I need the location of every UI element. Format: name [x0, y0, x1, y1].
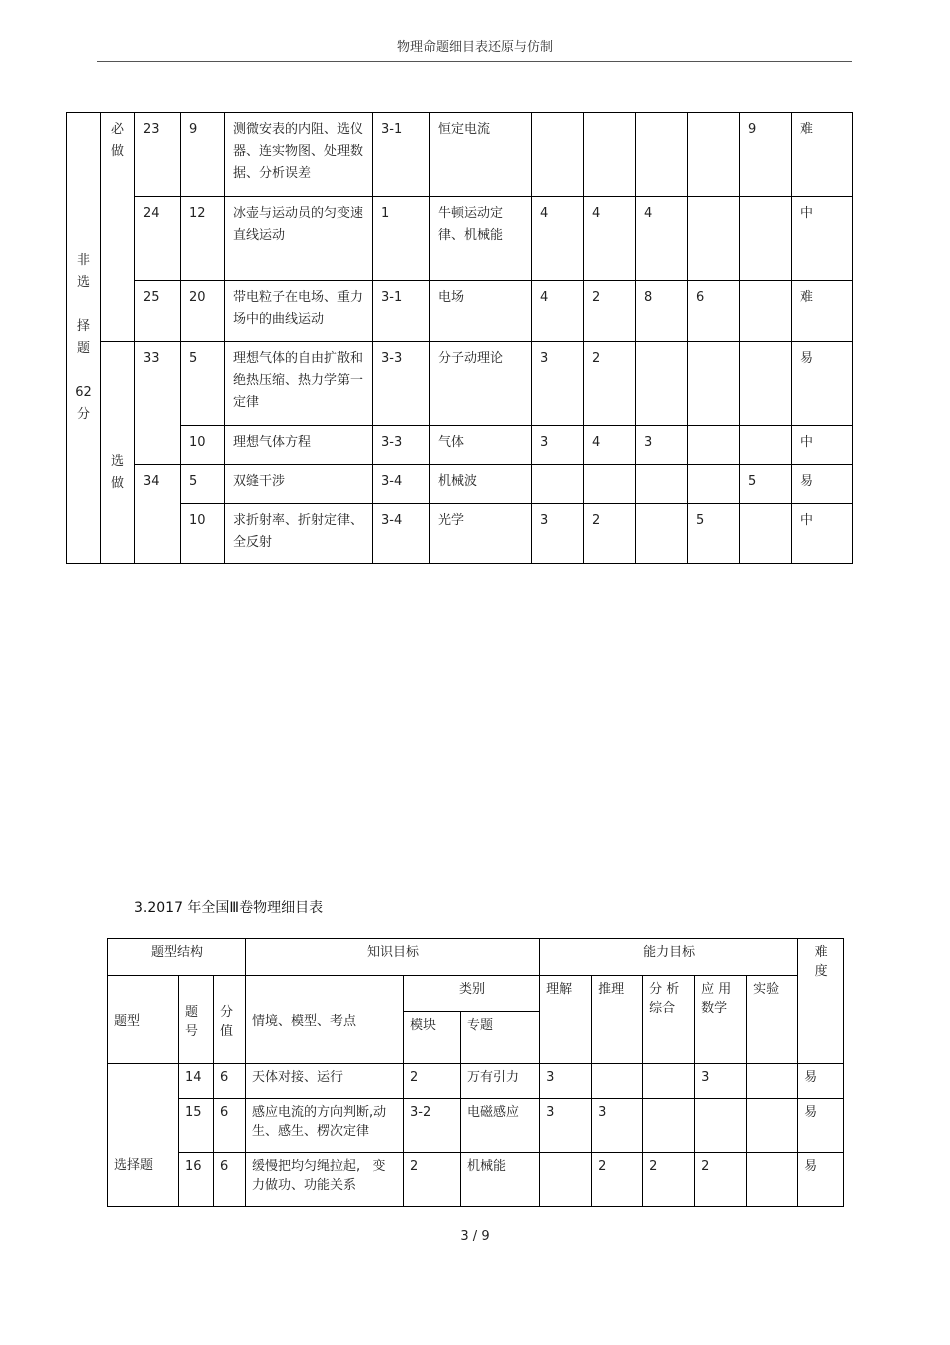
- topic-cell: 电磁感应: [461, 1099, 540, 1153]
- topic-cell: 机械波: [430, 465, 532, 504]
- question-score: 12: [181, 197, 225, 281]
- question-code: 34: [135, 465, 181, 564]
- question-content: 理想气体方程: [225, 426, 373, 465]
- header-type: 题型: [108, 976, 179, 1064]
- question-content: 求折射率、折射定律、全反射: [225, 504, 373, 564]
- module-cell: 3-1: [373, 281, 430, 342]
- ability-cell: 3: [540, 1099, 592, 1153]
- ability-cell: 4: [532, 281, 584, 342]
- ability-cell: 3: [532, 426, 584, 465]
- question-code: 33: [135, 342, 181, 465]
- ability-cell: [532, 113, 584, 197]
- ability-cell: [747, 1153, 798, 1207]
- ability-cell: 2: [584, 281, 636, 342]
- ability-cell: 2: [584, 504, 636, 564]
- module-cell: 3-4: [373, 504, 430, 564]
- ability-cell: [584, 113, 636, 197]
- question-content: 理想气体的自由扩散和绝热压缩、热力学第一定律: [225, 342, 373, 426]
- question-content: 带电粒子在电场、重力场中的曲线运动: [225, 281, 373, 342]
- ability-cell: [643, 1064, 695, 1099]
- ability-cell: 4: [584, 197, 636, 281]
- header-module: 模块: [404, 1012, 461, 1064]
- ability-cell: [688, 342, 740, 426]
- topic-cell: 恒定电流: [430, 113, 532, 197]
- ability-cell: 2: [695, 1153, 747, 1207]
- question-content: 双缝干涉: [225, 465, 373, 504]
- question-content: 冰壶与运动员的匀变速直线运动: [225, 197, 373, 281]
- module-cell: 3-3: [373, 342, 430, 426]
- ability-cell: [740, 504, 792, 564]
- question-number: 16: [179, 1153, 214, 1207]
- header-number: 题 号: [179, 976, 214, 1064]
- difficulty-cell: 易: [798, 1153, 844, 1207]
- question-code: 24: [135, 197, 181, 281]
- page-header-title: 物理命题细目表还原与仿制: [396, 40, 553, 55]
- group-optional: 选 做: [101, 342, 135, 564]
- header-math: 应 用 数学: [695, 976, 747, 1064]
- ability-cell: 2: [643, 1153, 695, 1207]
- context-cell: 感应电流的方向判断,动生、感生、楞次定律: [246, 1099, 404, 1153]
- ability-cell: [740, 342, 792, 426]
- module-cell: 3-1: [373, 113, 430, 197]
- difficulty-cell: 中: [792, 426, 853, 465]
- difficulty-cell: 易: [798, 1099, 844, 1153]
- header-understanding: 理解: [540, 976, 592, 1064]
- question-points: 6: [214, 1099, 246, 1153]
- module-cell: 2: [404, 1064, 461, 1099]
- ability-cell: [740, 197, 792, 281]
- ability-cell: [636, 342, 688, 426]
- question-score: 5: [181, 465, 225, 504]
- question-score: 9: [181, 113, 225, 197]
- table-row: [67, 426, 853, 465]
- ability-cell: [636, 504, 688, 564]
- section-heading: 3.2017 年全国Ⅲ卷物理细目表: [134, 900, 324, 916]
- topic-cell: 机械能: [461, 1153, 540, 1207]
- ability-cell: 3: [695, 1064, 747, 1099]
- header-row: [108, 976, 844, 1012]
- difficulty-cell: 易: [798, 1064, 844, 1099]
- ability-cell: [584, 465, 636, 504]
- ability-cell: 4: [532, 197, 584, 281]
- table-row: [67, 197, 853, 281]
- question-score: 10: [181, 504, 225, 564]
- header-reasoning: 推理: [592, 976, 643, 1064]
- ability-cell: 5: [740, 465, 792, 504]
- ability-cell: 2: [592, 1153, 643, 1207]
- difficulty-cell: 难: [792, 281, 853, 342]
- ability-cell: 3: [532, 342, 584, 426]
- ability-cell: [688, 113, 740, 197]
- type-label: 选择题: [108, 1064, 179, 1207]
- difficulty-cell: 难: [792, 113, 853, 197]
- header-points: 分 值: [214, 976, 246, 1064]
- detail-table-2017-iii: [107, 938, 844, 1207]
- ability-cell: 5: [688, 504, 740, 564]
- ability-cell: 9: [740, 113, 792, 197]
- table-row: [108, 1064, 844, 1099]
- header-context: 情境、模型、考点: [246, 976, 404, 1064]
- question-content: 测微安表的内阻、选仪器、连实物图、处理数据、分析误差: [225, 113, 373, 197]
- table-row: [108, 1153, 844, 1207]
- module-cell: 3-3: [373, 426, 430, 465]
- question-number: 14: [179, 1064, 214, 1099]
- table-row: [108, 1099, 844, 1153]
- question-points: 6: [214, 1153, 246, 1207]
- header-row: [108, 939, 844, 976]
- topic-cell: 气体: [430, 426, 532, 465]
- ability-cell: [747, 1064, 798, 1099]
- ability-cell: 2: [584, 342, 636, 426]
- module-cell: 3-2: [404, 1099, 461, 1153]
- topic-cell: 牛顿运动定律、机械能: [430, 197, 532, 281]
- detail-table-nonchoice: [66, 112, 853, 564]
- ability-cell: 3: [532, 504, 584, 564]
- ability-cell: 4: [636, 197, 688, 281]
- module-cell: 2: [404, 1153, 461, 1207]
- ability-cell: [643, 1099, 695, 1153]
- question-code: 25: [135, 281, 181, 342]
- header-divider: [97, 61, 852, 62]
- ability-cell: [636, 465, 688, 504]
- ability-cell: [688, 465, 740, 504]
- ability-cell: [592, 1064, 643, 1099]
- ability-cell: [740, 281, 792, 342]
- group-required: 必 做: [101, 113, 135, 342]
- ability-cell: [532, 465, 584, 504]
- topic-cell: 电场: [430, 281, 532, 342]
- difficulty-cell: 易: [792, 342, 853, 426]
- table-row: [67, 342, 853, 426]
- header-category: 类别: [404, 976, 540, 1012]
- ability-cell: 3: [540, 1064, 592, 1099]
- difficulty-cell: 中: [792, 504, 853, 564]
- header-knowledge: 知识目标: [246, 939, 540, 976]
- table-row: [67, 465, 853, 504]
- context-cell: 缓慢把均匀绳拉起, 变力做功、功能关系: [246, 1153, 404, 1207]
- header-ability: 能力目标: [540, 939, 798, 976]
- topic-cell: 万有引力: [461, 1064, 540, 1099]
- topic-cell: 分子动理论: [430, 342, 532, 426]
- header-difficulty: 难 度: [798, 939, 844, 1064]
- header-analysis: 分 析 综合: [643, 976, 695, 1064]
- question-code: 23: [135, 113, 181, 197]
- question-points: 6: [214, 1064, 246, 1099]
- header-topic: 专题: [461, 1012, 540, 1064]
- question-score: 5: [181, 342, 225, 426]
- table-row: [67, 504, 853, 564]
- question-score: 20: [181, 281, 225, 342]
- ability-cell: [540, 1153, 592, 1207]
- ability-cell: 3: [592, 1099, 643, 1153]
- topic-cell: 光学: [430, 504, 532, 564]
- header-structure: 题型结构: [108, 939, 246, 976]
- ability-cell: 3: [636, 426, 688, 465]
- ability-cell: 8: [636, 281, 688, 342]
- table-row: [67, 113, 853, 197]
- section-label: 非 选 择 题 62 分: [67, 113, 101, 564]
- context-cell: 天体对接、运行: [246, 1064, 404, 1099]
- ability-cell: [688, 426, 740, 465]
- header-experiment: 实验: [747, 976, 798, 1064]
- difficulty-cell: 中: [792, 197, 853, 281]
- page-number: 3 / 9: [460, 1229, 490, 1244]
- difficulty-cell: 易: [792, 465, 853, 504]
- ability-cell: [688, 197, 740, 281]
- ability-cell: [695, 1099, 747, 1153]
- table-row: [67, 281, 853, 342]
- question-score: 10: [181, 426, 225, 465]
- ability-cell: [740, 426, 792, 465]
- ability-cell: 6: [688, 281, 740, 342]
- ability-cell: 4: [584, 426, 636, 465]
- module-cell: 1: [373, 197, 430, 281]
- module-cell: 3-4: [373, 465, 430, 504]
- question-number: 15: [179, 1099, 214, 1153]
- ability-cell: [747, 1099, 798, 1153]
- ability-cell: [636, 113, 688, 197]
